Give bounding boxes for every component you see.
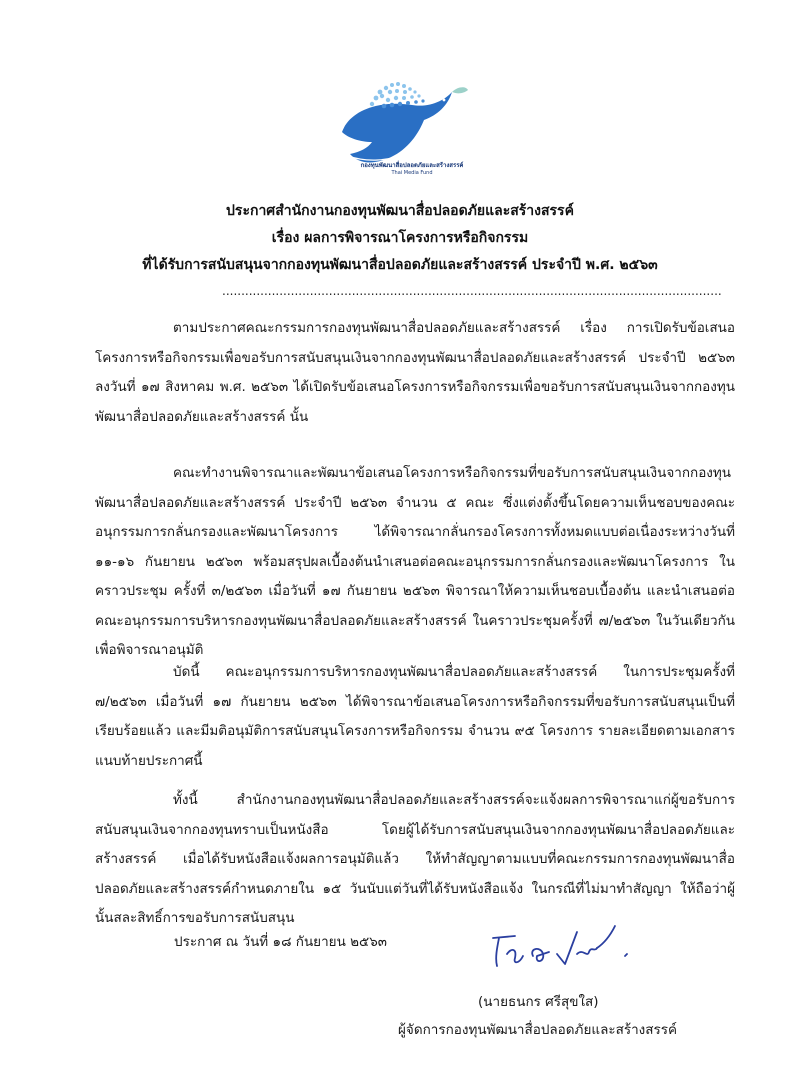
paragraph-1 <box>95 314 735 432</box>
logo-name-text: กองทุนพัฒนาสื่อปลอดภัยและสร้างสรรค์ <box>360 162 464 169</box>
logo-subtitle-text: Thai Media Fund <box>391 170 433 176</box>
signer-position: ผู้จัดการกองทุนพัฒนาสื่อปลอดภัยและสร้างสรรค์ <box>398 1022 678 1038</box>
title-line-2: เรื่อง ผลการพิจารณาโครงการหรือกิจกรรม <box>271 230 529 246</box>
paragraph-3 <box>95 658 735 776</box>
paragraph-3-text: บัดนี้ คณะอนุกรรมการบริหารกองทุนพัฒนาสื่อปลอดภัยและสร้างสรรค์ ในการประชุมครั้งที่ ๗/๒๕๖๓ เมื่อวันที่ ๑๗ กันยายน ๒๕๖๓ ได้พิจารณาข้อเสนอโครงการหรือกิจกรรมที่ขอรับการสนับสนุนเป็นที่เรียบร้อยแล้ว และมีมติอนุมัติการสนับสนุนโครงการหรือกิจกรรม จำนวน ๙๕ โครงการ รายละเอียดตามเอกสารแนบท้ายประกาศนี้ <box>95 664 735 769</box>
paragraph-2 <box>95 459 735 666</box>
paragraph-1-text: ตามประกาศคณะกรรมการกองทุนพัฒนาสื่อปลอดภัยและสร้างสรรค์ เรื่อง การเปิดรับข้อเสนอโครงการหรือกิจกรรมเพื่อขอรับการสนับสนุนเงินจากกองทุนพัฒนาสื่อปลอดภัยและสร้างสรรค์ ประจำปี ๒๕๖๓ ลงวันที่ ๑๗ สิงหาคม พ.ศ. ๒๕๖๓ ได้เปิดรับข้อเสนอโครงการหรือกิจกรรมเพื่อขอรับการสนับสนุนเงินจากกองทุนพัฒนาสื่อปลอดภัยและสร้างสรรค์ นั้น <box>95 320 735 425</box>
announce-date: ประกาศ ณ วันที่ ๑๘ กันยายน ๒๕๖๓ <box>174 934 388 950</box>
title-line-1: ประกาศสำนักงานกองทุนพัฒนาสื่อปลอดภัยและสร้างสรรค์ <box>226 203 574 219</box>
paragraph-4 <box>95 786 735 934</box>
paragraph-2-text: คณะทำงานพิจารณาและพัฒนาข้อเสนอโครงการหรือกิจกรรมที่ขอรับการสนับสนุนเงินจากกองทุนพัฒนาสื่อปลอดภัยและสร้างสรรค์ ประจำปี ๒๕๖๓ จำนวน ๕ คณะ ซึ่งแต่งตั้งขึ้นโดยความเห็นชอบของคณะอนุกรรมการกลั่นกรองและพัฒนาโครงการ ได้พิจารณากลั่นกรองโครงการทั้งหมดแบบต่อเนื่องระหว่างวันที่ ๑๑-๑๖ กันยายน ๒๕๖๓ พร้อมสรุปผลเบื้องต้นนำเสนอต่อคณะอนุกรรมการกลั่นกรองและพัฒนาโครงการ ในคราวประชุม ครั้งที่ ๓/๒๕๖๓ เมื่อวันที่ ๑๗ กันยายน ๒๕๖๓ พิจารณาให้ความเห็นชอบเบื้องต้น และนำเสนอต่อคณะอนุกรรมการบริหารกองทุนพัฒนาสื่อปลอดภัยและสร้างสรรค์ ในคราวประชุมครั้งที่ ๗/๒๕๖๓ ในวันเดียวกัน เพื่อพิจารณาอนุมัติ <box>95 465 735 658</box>
signer-name: (นายธนกร ศรีสุขใส) <box>478 994 599 1010</box>
handwritten-signature <box>485 918 635 978</box>
dotted-separator: ................................................................................................................................... <box>222 284 722 298</box>
title-line-3: ที่ได้รับการสนับสนุนจากกองทุนพัฒนาสื่อปลอดภัยและสร้างสรรค์ ประจำปี พ.ศ. ๒๕๖๓ <box>142 257 658 273</box>
announcement-title <box>100 198 700 279</box>
paragraph-4-text: ทั้งนี้ สำนักงานกองทุนพัฒนาสื่อปลอดภัยและสร้างสรรค์จะแจ้งผลการพิจารณาแก่ผู้ขอรับการสนับสนุนเงินจากกองทุนทราบเป็นหนังสือ โดยผู้ได้รับการสนับสนุนเงินจากกองทุนพัฒนาสื่อปลอดภัยและสร้างสรรค์ เมื่อได้รับหนังสือแจ้งผลการอนุมัติแล้ว ให้ทำสัญญาตามแบบที่คณะกรรมการกองทุนพัฒนาสื่อปลอดภัยและสร้างสรรค์กำหนดภายใน ๑๕ วันนับแต่วันที่ได้รับหนังสือแจ้ง ในกรณีที่ไม่มาทำสัญญา ให้ถือว่าผู้นั้นสละสิทธิ์การขอรับการสนับสนุน <box>95 792 735 926</box>
